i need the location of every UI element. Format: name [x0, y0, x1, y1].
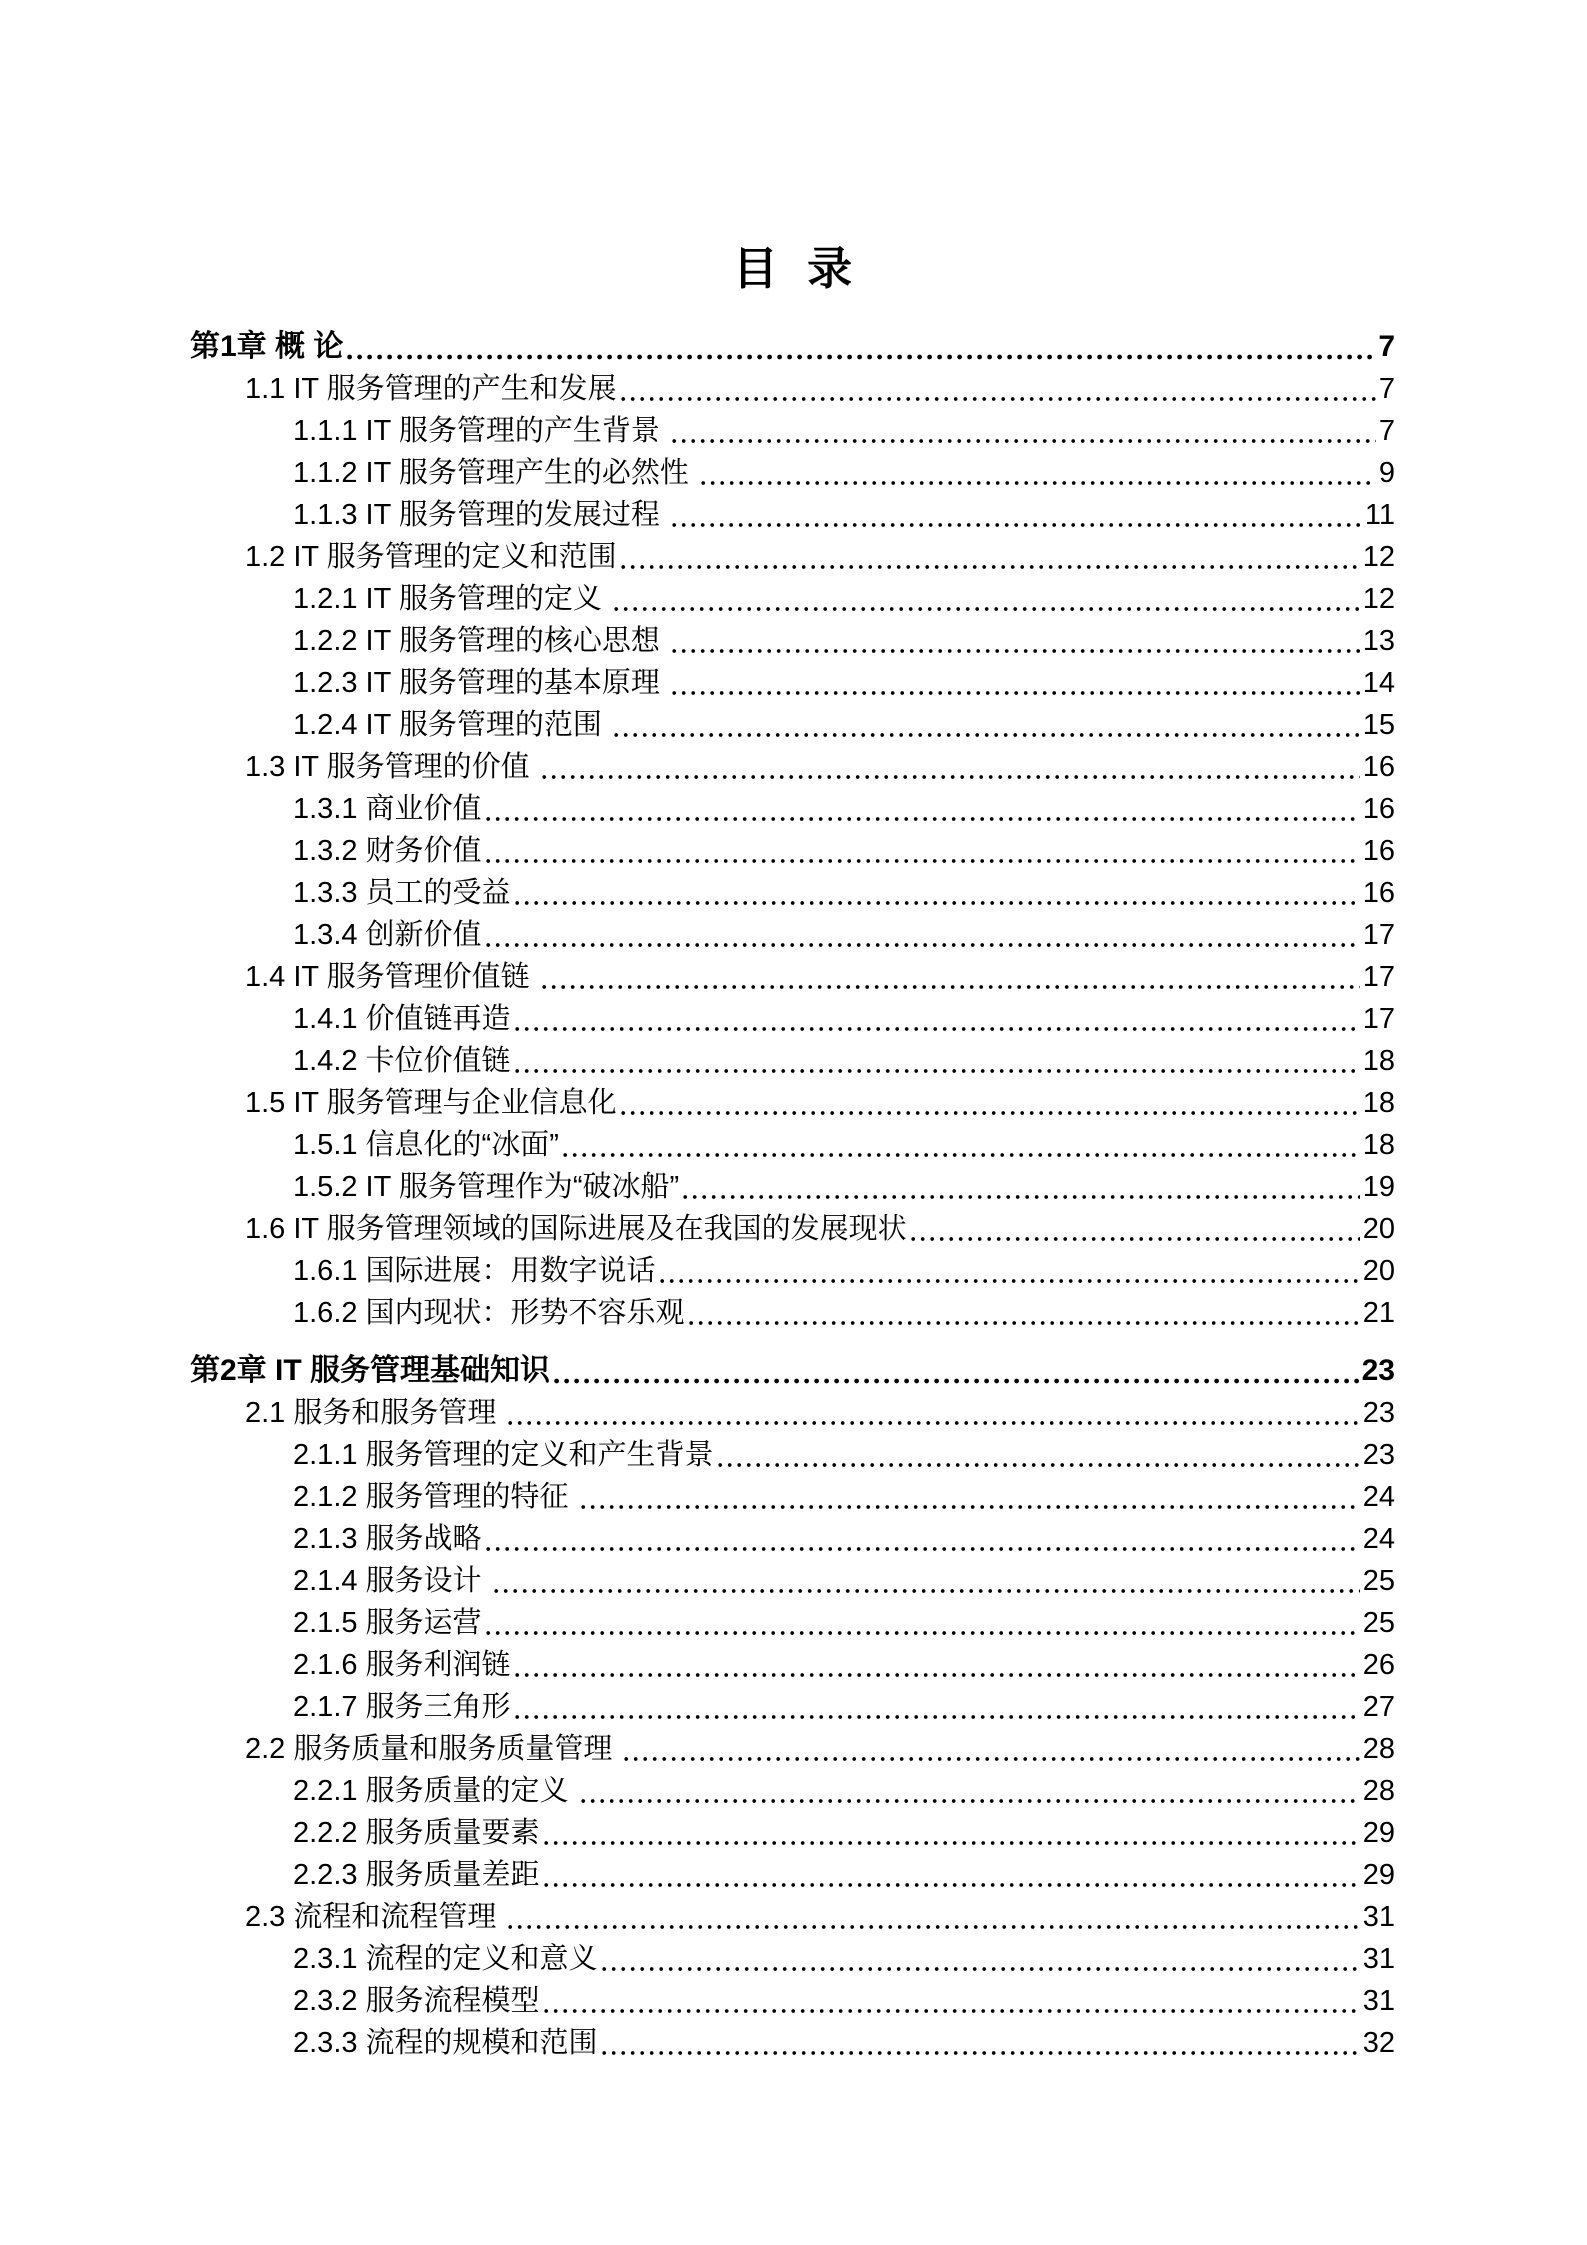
dot-leader	[554, 1378, 1359, 1384]
dot-leader	[486, 816, 1360, 822]
toc-entry-page: 16	[1362, 877, 1395, 909]
toc-entry-label: 1.3.2 财务价值	[293, 835, 482, 867]
dot-leader	[581, 1798, 1360, 1804]
toc-entry[interactable]	[190, 1250, 1395, 1292]
toc-entry-page: 17	[1362, 961, 1395, 993]
toc-entry-page: 7	[1378, 373, 1395, 405]
toc-entry-label: 1.1 IT 服务管理的产生和发展	[245, 373, 617, 405]
toc-entry[interactable]	[190, 1896, 1395, 1938]
toc-entry-label: 2.2 服务质量和服务质量管理	[245, 1733, 621, 1765]
toc-entry-page: 16	[1362, 793, 1395, 825]
toc-entry-label: 2.2.1 服务质量的定义	[293, 1775, 577, 1807]
toc-entry[interactable]	[190, 1476, 1395, 1518]
toc-entry[interactable]	[190, 410, 1395, 452]
dot-leader	[515, 900, 1360, 906]
toc-entry-label: 第1章 概 论	[190, 330, 344, 363]
toc-entry[interactable]	[190, 368, 1395, 410]
toc-entry-label: 1.4.1 价值链再造	[293, 1003, 511, 1035]
toc-entry[interactable]	[190, 578, 1395, 620]
dot-leader	[494, 1588, 1360, 1594]
toc-entry-label: 2.2.3 服务质量差距	[293, 1859, 540, 1891]
toc-entry-page: 17	[1362, 919, 1395, 951]
toc-entry-label: 1.1.2 IT 服务管理产生的必然性	[293, 457, 697, 489]
toc-entry[interactable]	[190, 620, 1395, 662]
dot-leader	[544, 2008, 1360, 2014]
toc-entry-label: 1.2.2 IT 服务管理的核心思想	[293, 625, 668, 657]
toc-entry-label: 2.1 服务和服务管理	[245, 1397, 505, 1429]
toc-entry-page: 29	[1362, 1859, 1395, 1891]
toc-entry-page: 18	[1362, 1129, 1395, 1161]
toc-entry-page: 25	[1362, 1565, 1395, 1597]
dot-leader	[672, 690, 1360, 696]
toc-entry[interactable]	[190, 1292, 1395, 1334]
toc-entry-page: 24	[1362, 1523, 1395, 1555]
dot-leader	[718, 1462, 1360, 1468]
toc-entry-page: 24	[1362, 1481, 1395, 1513]
toc-entry-page: 32	[1362, 2027, 1395, 2059]
toc-entry-label: 1.5 IT 服务管理与企业信息化	[245, 1087, 617, 1119]
toc-entry[interactable]	[190, 704, 1395, 746]
toc-entry[interactable]	[190, 1644, 1395, 1686]
dot-leader	[621, 564, 1360, 570]
dot-leader	[486, 858, 1360, 864]
toc-entry-page: 16	[1362, 835, 1395, 867]
toc-entry[interactable]	[190, 998, 1395, 1040]
dot-leader	[544, 1840, 1360, 1846]
toc-entry-label: 1.1.1 IT 服务管理的产生背景	[293, 415, 668, 447]
toc-entry-page: 18	[1362, 1087, 1395, 1119]
toc-entry-label: 1.2.1 IT 服务管理的定义	[293, 583, 610, 615]
toc-entry-page: 11	[1364, 499, 1395, 531]
toc-entry-label: 2.1.3 服务战略	[293, 1523, 482, 1555]
toc-entry-label: 2.1.2 服务管理的特征	[293, 1481, 577, 1513]
toc-entry-page: 20	[1362, 1213, 1395, 1245]
toc-entry[interactable]	[190, 830, 1395, 872]
toc-entry[interactable]	[190, 1392, 1395, 1434]
dot-leader	[581, 1504, 1360, 1510]
toc-entry[interactable]	[190, 1518, 1395, 1560]
toc-entry-page: 18	[1362, 1045, 1395, 1077]
toc-entry-label: 2.3.3 流程的规模和范围	[293, 2027, 598, 2059]
toc-entry-page: 23	[1361, 1354, 1395, 1387]
toc-entry-page: 23	[1362, 1397, 1395, 1429]
toc-entry-page: 19	[1362, 1171, 1395, 1203]
dot-leader	[515, 1672, 1360, 1678]
dot-leader	[515, 1714, 1360, 1720]
dot-leader	[621, 1110, 1360, 1116]
dot-leader	[544, 1882, 1360, 1888]
dot-leader	[621, 396, 1376, 402]
toc-entry[interactable]	[190, 1040, 1395, 1082]
toc-entry-page: 31	[1362, 1901, 1395, 1933]
dot-leader	[701, 480, 1376, 486]
dot-leader	[515, 1068, 1360, 1074]
dot-leader	[508, 1420, 1359, 1426]
toc-entry[interactable]	[190, 914, 1395, 956]
toc-entry-label: 1.2.3 IT 服务管理的基本原理	[293, 667, 668, 699]
toc-entry-label: 1.3.1 商业价值	[293, 793, 482, 825]
toc-entry-label: 1.4.2 卡位价值链	[293, 1045, 511, 1077]
toc-entry[interactable]	[190, 1728, 1395, 1770]
dot-leader	[563, 1152, 1360, 1158]
toc-entry[interactable]	[190, 1166, 1395, 1208]
toc-entry[interactable]	[190, 1208, 1395, 1250]
toc-entry-page: 28	[1362, 1775, 1395, 1807]
toc-entry-label: 2.3.1 流程的定义和意义	[293, 1943, 598, 1975]
toc-entry-label: 2.1.5 服务运营	[293, 1607, 482, 1639]
toc-entry-label: 1.3 IT 服务管理的价值	[245, 751, 538, 783]
dot-leader	[672, 522, 1362, 528]
dot-leader	[486, 1630, 1360, 1636]
toc-entry-page: 23	[1362, 1439, 1395, 1471]
toc-entry-page: 16	[1362, 751, 1395, 783]
dot-leader	[508, 1924, 1359, 1930]
toc-entry-page: 25	[1362, 1607, 1395, 1639]
toc-entry[interactable]	[190, 1686, 1395, 1728]
dot-leader	[624, 1756, 1359, 1762]
dot-leader	[486, 1546, 1360, 1552]
toc-entry-label: 2.2.2 服务质量要素	[293, 1817, 540, 1849]
toc-entry-page: 27	[1362, 1691, 1395, 1723]
toc-entry[interactable]	[190, 452, 1395, 494]
toc-entry-page: 9	[1378, 457, 1395, 489]
toc-entry[interactable]	[190, 1980, 1395, 2022]
toc-entry-label: 2.3 流程和流程管理	[245, 1901, 505, 1933]
toc-entry-label: 1.2 IT 服务管理的定义和范围	[245, 541, 617, 573]
toc-entry-label: 1.6 IT 服务管理领域的国际进展及在我国的发展现状	[245, 1213, 907, 1245]
toc-entry-label: 2.1.4 服务设计	[293, 1565, 490, 1597]
toc-entry-label: 1.5.1 信息化的“冰面”	[293, 1129, 559, 1161]
dot-leader	[672, 648, 1360, 654]
toc-entry[interactable]	[190, 872, 1395, 914]
toc-entry[interactable]	[190, 1770, 1395, 1812]
toc-entry-label: 1.5.2 IT 服务管理作为“破冰船”	[293, 1171, 680, 1203]
toc-entry-label: 1.3.3 员工的受益	[293, 877, 511, 909]
toc-entry-page: 26	[1362, 1649, 1395, 1681]
table-of-contents	[190, 326, 1395, 2064]
toc-entry-page: 29	[1362, 1817, 1395, 1849]
dot-leader	[683, 1194, 1360, 1200]
dot-leader	[672, 438, 1376, 444]
page-title: 目 录	[732, 244, 855, 294]
toc-entry-label: 1.4 IT 服务管理价值链	[245, 961, 538, 993]
toc-entry-page: 31	[1362, 1985, 1395, 2017]
dot-leader	[602, 1966, 1360, 1972]
toc-entry-page: 12	[1362, 583, 1395, 615]
toc-entry[interactable]	[190, 746, 1395, 788]
dot-leader	[614, 606, 1360, 612]
toc-entry-page: 15	[1362, 709, 1395, 741]
toc-entry-page: 31	[1362, 1943, 1395, 1975]
toc-entry-label: 1.6.2 国内现状：形势不容乐观	[293, 1297, 685, 1329]
dot-leader	[660, 1278, 1360, 1284]
dot-leader	[689, 1320, 1360, 1326]
dot-leader	[614, 732, 1360, 738]
toc-entry-page: 21	[1362, 1297, 1395, 1329]
dot-leader	[542, 984, 1360, 990]
toc-entry-page: 14	[1362, 667, 1395, 699]
toc-entry-page: 7	[1378, 330, 1395, 363]
toc-entry-page: 20	[1362, 1255, 1395, 1287]
toc-entry[interactable]	[190, 326, 1395, 368]
dot-leader	[486, 942, 1360, 948]
dot-leader	[911, 1236, 1360, 1242]
dot-leader	[347, 354, 1375, 360]
toc-entry-page: 17	[1362, 1003, 1395, 1035]
toc-entry[interactable]	[190, 788, 1395, 830]
dot-leader	[542, 774, 1360, 780]
toc-entry[interactable]	[190, 1938, 1395, 1980]
toc-entry-label: 2.3.2 服务流程模型	[293, 1985, 540, 2017]
toc-entry[interactable]	[190, 1082, 1395, 1124]
toc-entry-label: 2.1.7 服务三角形	[293, 1691, 511, 1723]
toc-entry-page: 28	[1362, 1733, 1395, 1765]
toc-entry-label: 2.1.1 服务管理的定义和产生背景	[293, 1439, 714, 1471]
toc-entry-label: 1.6.1 国际进展：用数字说话	[293, 1255, 656, 1287]
toc-entry[interactable]	[190, 2022, 1395, 2064]
toc-entry[interactable]	[190, 956, 1395, 998]
toc-entry[interactable]	[190, 1812, 1395, 1854]
toc-entry[interactable]	[190, 1854, 1395, 1896]
toc-entry-label: 第2章 IT 服务管理基础知识	[190, 1354, 551, 1387]
toc-entry[interactable]	[190, 536, 1395, 578]
toc-entry-label: 1.2.4 IT 服务管理的范围	[293, 709, 610, 741]
toc-entry[interactable]	[190, 1560, 1395, 1602]
toc-entry[interactable]	[190, 1350, 1395, 1392]
toc-entry-label: 1.1.3 IT 服务管理的发展过程	[293, 499, 668, 531]
toc-entry[interactable]	[190, 1124, 1395, 1166]
toc-entry-label: 2.1.6 服务利润链	[293, 1649, 511, 1681]
dot-leader	[515, 1026, 1360, 1032]
toc-entry[interactable]	[190, 662, 1395, 704]
toc-entry-label: 1.3.4 创新价值	[293, 919, 482, 951]
toc-entry-page: 12	[1362, 541, 1395, 573]
toc-entry-page: 7	[1378, 415, 1395, 447]
toc-entry[interactable]	[190, 494, 1395, 536]
toc-entry-page: 13	[1362, 625, 1395, 657]
toc-entry[interactable]	[190, 1602, 1395, 1644]
toc-entry[interactable]	[190, 1434, 1395, 1476]
dot-leader	[602, 2050, 1360, 2056]
